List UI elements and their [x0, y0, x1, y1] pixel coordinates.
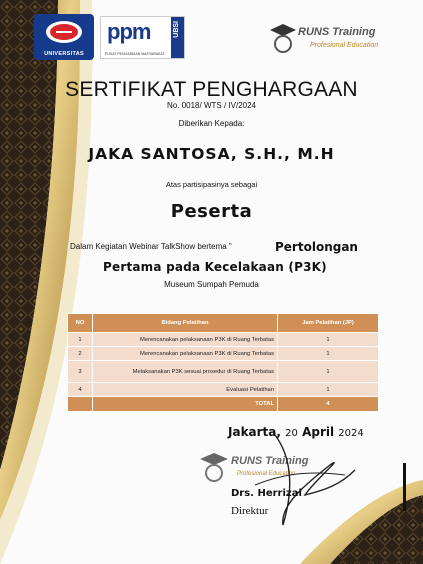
table-row: 1 Merencanakan pelaksanaan P3K di Ruang Terbatas 1 [68, 333, 379, 347]
event-title-line2: Pertama pada Kecelakaan (P3K) [103, 260, 327, 274]
runs-training-logo: RUNS Training Profesional Education [268, 20, 398, 56]
col-header-no: NO [68, 314, 93, 333]
university-logo: UNIVERSITAS [34, 14, 94, 60]
runs-training-stamp: RUNS Training Profesional Education [197, 449, 347, 485]
table-row: 2 Merencanakan pelaksanaan P3K di Ruang Terbatas 1 [68, 347, 379, 361]
col-header-jam: Jam Pelatihan (JP) [278, 314, 379, 333]
graduation-cap-icon [268, 20, 298, 56]
training-table [67, 313, 379, 412]
decorative-bar [403, 463, 406, 511]
signer-name: Drs. Herrizal [231, 488, 302, 499]
participation-label: Atas partisipasinya sebagai [165, 180, 258, 189]
recipient-name: JAKA SANTOSA, S.H., M.H [88, 145, 335, 163]
event-title-line1: Pertolongan [275, 240, 358, 254]
signer-role: Direktur [231, 505, 269, 517]
ppm-ubsi-logo: ppm PUSAT PENGABDIAN MASYARAKAT UBSI [100, 16, 185, 59]
graduation-cap-icon [197, 449, 231, 485]
col-header-bidang: Bidang Pelatihan [93, 314, 278, 333]
event-intro: Dalam Kegiatan Webinar TalkShow bertema " [70, 242, 232, 251]
handwritten-signature [235, 425, 365, 535]
certificate-number: No. 0018/ WTS / IV/2024 [167, 101, 256, 110]
table-row: 3 Melaksanakan P3K sesuai prosedur di Ruang Terbatas 1 [68, 361, 379, 383]
certificate-title: SERTIFIKAT PENGHARGAAN [65, 78, 358, 101]
table-row: 4 Evaluasi Pelatihan 1 [68, 383, 379, 397]
event-venue: Museum Sumpah Pemuda [164, 280, 259, 289]
place-date: Jakarta, 20 April 2024 [228, 425, 364, 439]
given-to-label: Diberikan Kepada: [178, 119, 245, 128]
participant-role: Peserta [170, 201, 253, 222]
table-total-row: TOTAL 4 [68, 397, 379, 412]
